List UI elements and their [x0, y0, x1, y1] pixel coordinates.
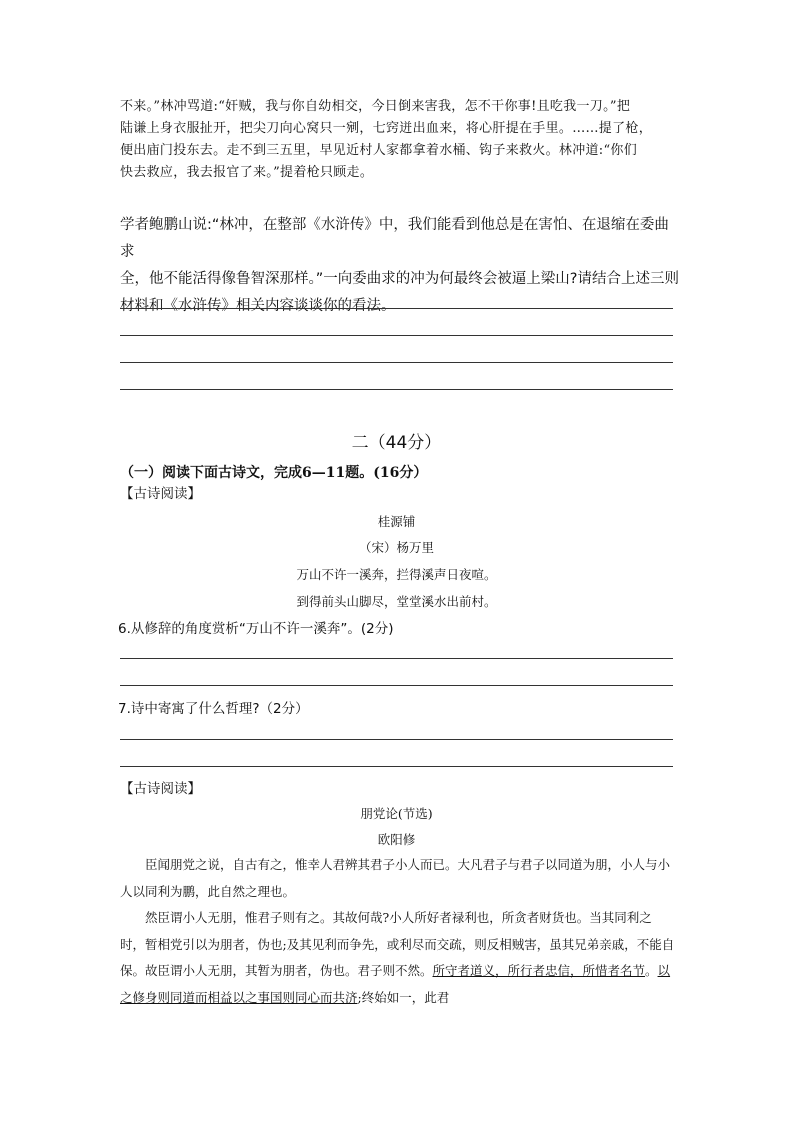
question-line: 全，他不能活得像鲁智深那样。”一向委曲求的冲为何最终会被逼上梁山?请结合上述三则: [120, 271, 679, 287]
essay-text: 然臣谓小人无朋，惟君子则有之。其故何哉?小人所好者禄利也，所贪者财货也。当其同利之时，暂相党引以为朋者，伪也;及其见利而争先，或利尽而交疏，则反相贼害，虽其兄弟亲戚，不能自保。故臣谓小人无朋，其暂为朋者，伪也。君子则不然。: [120, 910, 675, 978]
question-6: 6.从修辞的角度赏析“万山不许一溪奔”。(2分): [118, 621, 394, 637]
answer-line[interactable]: [120, 766, 673, 767]
essay-title: 朋党论(节选): [360, 806, 433, 821]
essay-text: 。: [645, 963, 658, 978]
essay-paragraph: 臣闻朋党之说，自古有之，惟幸人君辨其君子小人而已。大凡君子与君子以同道为朋，小人与小人以同利为鹏，此自然之理也。: [120, 857, 671, 899]
answer-line[interactable]: [120, 658, 673, 659]
answer-line[interactable]: [120, 389, 673, 390]
section-heading: 二（44分）: [351, 433, 442, 453]
poem-title: 桂源铺: [377, 514, 416, 529]
excerpt-line: 不来。”林冲骂道:“奸贼，我与你自幼相交，今日倒来害我，怎不干你事!且吃我一刀。”把: [120, 99, 631, 114]
answer-line[interactable]: [120, 335, 673, 336]
question-5: [120, 212, 680, 320]
answer-line[interactable]: [120, 308, 673, 309]
question-line: 学者鲍鹏山说:“林冲，在整部《水浒传》中，我们能看到他总是在害怕、在退缩在委曲求: [120, 217, 669, 260]
section-label: 【古诗阅读】: [120, 781, 201, 797]
answer-line[interactable]: [120, 739, 673, 740]
excerpt-line: 便出庙门投东去。走不到三五里，早见近村人家都拿着水桶、钩子来救火。林冲道:“你们: [120, 143, 638, 158]
poem-line: 万山不许一溪奔，拦得溪声日夜喧。: [296, 567, 497, 582]
essay-paragraph: [120, 905, 676, 1011]
section-instruction: （一）阅读下面古诗文，完成6—11题。(16分）: [120, 465, 428, 481]
essay-text: ;终始如一，此君: [357, 989, 450, 1005]
underlined-text: 以之修身则同道而相益以之事国则同心而共济: [120, 963, 671, 1005]
answer-line[interactable]: [120, 685, 673, 686]
excerpt-text: [120, 96, 680, 184]
question-line: 材料和《水浒传》相关内容谈谈你的看法。: [120, 298, 396, 314]
answer-line[interactable]: [120, 362, 673, 363]
essay-author: 欧阳修: [377, 832, 416, 847]
underlined-text: 所守者道义，所行者忠信，所惜者名节: [432, 963, 646, 978]
section-label: 【古诗阅读】: [120, 486, 201, 502]
poem-line: 到得前头山脚尽，堂堂溪水出前村。: [296, 594, 497, 609]
poem-author: （宋）杨万里: [358, 540, 434, 555]
excerpt-line: 快去救应，我去报官了来。”提着枪只顾走。: [120, 165, 374, 180]
question-7: 7.诗中寄寓了什么哲理?（2分）: [118, 701, 309, 717]
excerpt-line: 陆谦上身衣服扯开，把尖刀向心窝只一剜，七窍迸出血来，将心肝提在手里。……提了枪，: [120, 121, 653, 136]
